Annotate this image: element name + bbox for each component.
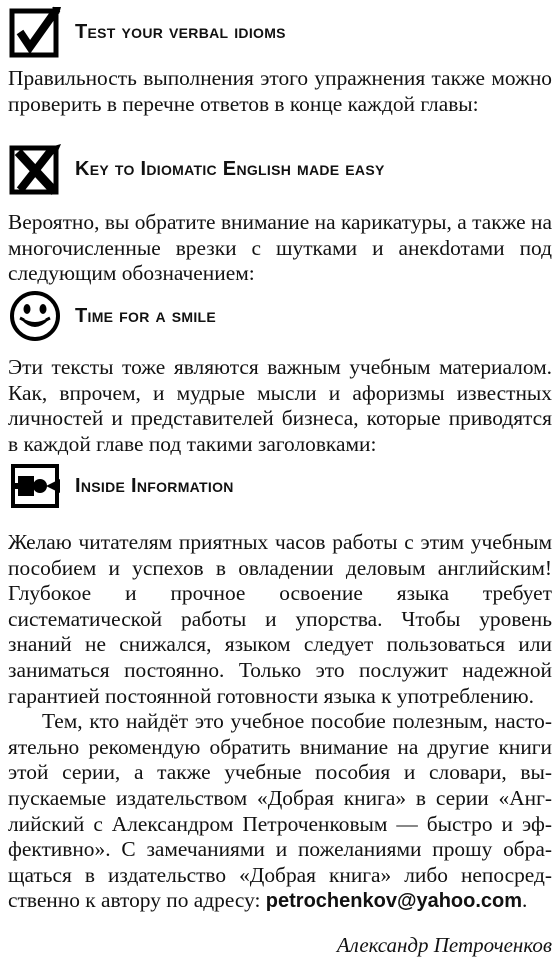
section-title-inside: Inside Information [75,474,234,497]
section-heading-smile [0,286,560,346]
paragraph-test-text: Правильность выполнения этого упражнения также можно проверить в перечне ответов в конце каждой главы: [8,66,552,116]
author-signature: Александр Петроченков [336,933,552,957]
author-email: petrochenkov@yahoo.com [265,890,523,913]
inside-information-icon [8,459,62,513]
paragraph-smile [8,355,552,457]
paragraph-key [8,210,552,287]
section-title-key: Key to Idiomatic English made easy [75,157,385,180]
section-title-test: Test your verbal idioms [75,20,286,43]
paragraph-test [8,66,552,117]
paragraph-key-text: Вероятно, вы обратите внимание на карикатуры, а также на многочисленные врезки с шутками и анекdотами под следующим обозначением: [8,210,552,286]
section-heading-inside [0,456,560,516]
section-title-smile: Time for a smile [75,304,217,327]
closing-text [8,530,552,915]
closing-paragraph-2 [8,709,552,915]
closing-paragraph-2-text: Тем, кто найдёт это учебное пособие полезным, настоятельно рекомендую обратить внимание на другие книги этой серии, а также учебные пособия и словари, выпускаемые издательством «Добрая книга» в серии «Английский с Александром Петроченковым — быстро и эффективно». С замечаниями и пожеланиями прошу обращаться в издательство «Добрая книга» либо непосредственно к автору по адресу: [8,709,552,913]
section-heading-test [0,2,560,62]
checkmark-box-icon [8,5,62,59]
smiley-face-icon [8,289,62,343]
closing-paragraph-1: Желаю читателям приятных часов работы с этим учебным пособием и успехов в овладении деловым английским! Глубокое и прочное освоение языка требует систематической работы и упорства. Чтобы уровень знаний не снижался, языком следует пользоваться или заниматься постоянно. Только это послужит надежной гарантией постоянной готовности языка к употреблению. [8,530,552,708]
closing-period: . [522,888,528,913]
section-heading-key [0,139,560,199]
paragraph-smile-text: Эти тексты тоже являются важным учебным материалом. Как, впрочем, и мудрые мысли и афоризмы известных личностей и представителей бизнеса, которые приводятся в каждой главе под такими заголовками: [8,355,552,456]
cross-box-icon [8,142,62,196]
